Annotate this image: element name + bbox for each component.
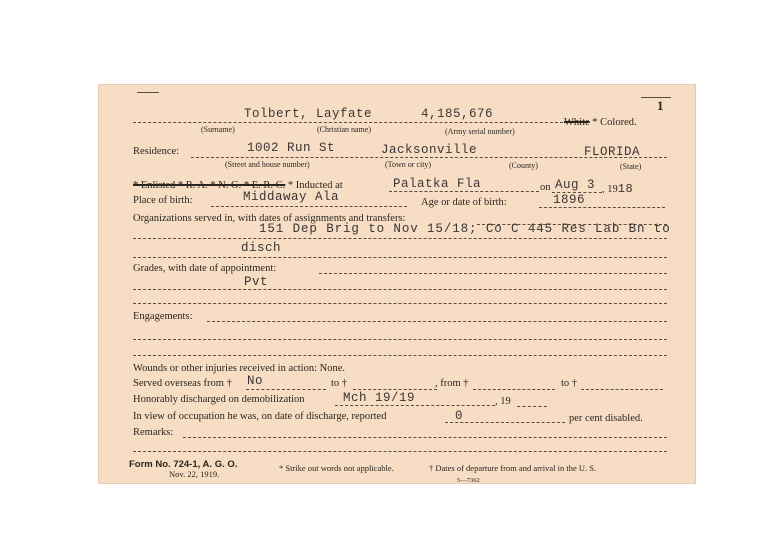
top-mark-right — [641, 97, 671, 98]
serial-label: (Army serial number) — [445, 127, 515, 136]
discharge-year-label: , 19 — [495, 396, 511, 407]
disability-line — [445, 422, 565, 423]
card-number: 1 — [657, 98, 664, 113]
footnote-dates: † Dates of departure from and arrival in the U. S. — [429, 463, 597, 473]
birth-place-value: Middaway Ala — [243, 190, 340, 204]
inducted-label: * Inducted at — [287, 180, 343, 191]
residence-label: Residence: — [133, 146, 180, 157]
discharge-label: Honorably discharged on demobilization — [133, 394, 305, 405]
remarks-label: Remarks: — [133, 427, 174, 438]
overseas-label: Served overseas from † — [133, 378, 232, 389]
overseas-to-label: to † — [331, 378, 348, 389]
footnote-strike: * Strike out words not applicable. — [279, 463, 394, 473]
org-line-1 — [133, 238, 667, 239]
christian-label: (Christian name) — [317, 125, 371, 134]
wounds-label: Wounds or other injuries received in action: None. — [133, 363, 346, 374]
birth-date-label: Age or date of birth: — [421, 197, 507, 208]
remarks-line-1 — [133, 451, 667, 452]
discharge-line — [335, 405, 495, 406]
engagements-line-2 — [133, 355, 667, 356]
discharge-year-line — [517, 406, 547, 407]
inducted-place: Palatka Fla — [393, 177, 482, 191]
overseas-from-line — [246, 389, 326, 390]
inducted-year: 18 — [617, 182, 634, 196]
overseas-from2-line — [473, 389, 555, 390]
town-value: Jacksonville — [381, 143, 478, 157]
residence-line — [191, 157, 667, 158]
discharge-date: Mch 19/19 — [343, 391, 416, 405]
grades-value: Pvt — [244, 275, 269, 289]
overseas-from2-label: , from † — [435, 378, 469, 389]
engagements-line-0 — [207, 321, 667, 322]
birth-place-line — [211, 206, 407, 207]
name-value: Tolbert, Layfate — [244, 107, 373, 121]
org-line-2 — [133, 257, 667, 258]
disability-value: 0 — [455, 409, 464, 423]
engagements-line-1 — [133, 339, 667, 340]
state-value: FLORIDA — [584, 145, 641, 159]
overseas-from-value: No — [247, 374, 264, 388]
form-number: Form No. 724-1, A. G. O. — [129, 459, 238, 470]
birth-place-label: Place of birth: — [133, 195, 193, 206]
record-card — [98, 84, 696, 484]
race-label: * Colored. — [592, 117, 637, 128]
grades-line-2 — [133, 303, 667, 304]
disability-label: In view of occupation he was, on date of discharge, reported — [133, 411, 387, 422]
surname-label: (Surname) — [201, 125, 235, 134]
state-label: (State) — [620, 162, 642, 171]
grades-label: Grades, with date of appointment: — [133, 263, 277, 274]
name-line — [133, 122, 563, 123]
town-label: (Town or city) — [385, 160, 432, 169]
grades-line-1 — [133, 289, 667, 290]
form-date: Nov. 22, 1919. — [169, 469, 220, 479]
organizations-label: Organizations served in, with dates of assignments and transfers: — [133, 213, 406, 224]
overseas-to2-label: to † — [561, 378, 578, 389]
overseas-to2-line — [581, 389, 663, 390]
birth-date-line — [539, 207, 665, 208]
engagements-label: Engagements: — [133, 311, 193, 322]
inducted-date: Aug 3 — [555, 178, 596, 192]
county-label: (County) — [509, 161, 538, 170]
remarks-line-0 — [183, 437, 667, 438]
serial-value: 4,185,676 — [421, 107, 494, 121]
on-label: on — [540, 182, 551, 193]
form-code: 5—7362 — [457, 477, 480, 484]
overseas-to-line — [353, 389, 437, 390]
street-value: 1002 Run St — [247, 141, 336, 155]
organizations-line1: 151 Dep Brig to Nov 15/18; Co C 445 Res Lab Bn to — [259, 222, 671, 236]
race-struck: White — [564, 117, 590, 128]
street-label: (Street and house number) — [225, 160, 310, 169]
organizations-line2: disch — [241, 241, 282, 255]
enlisted-struck: * Enlisted * R. A. * N. G. * E. R. C. — [133, 180, 286, 191]
grades-line-0 — [319, 273, 667, 274]
year-prefix: , 19 — [602, 184, 618, 195]
top-mark — [137, 92, 159, 93]
birth-date-value: 1896 — [553, 193, 586, 207]
disability-suffix: per cent disabled. — [569, 413, 643, 424]
inducted-line — [389, 191, 539, 192]
